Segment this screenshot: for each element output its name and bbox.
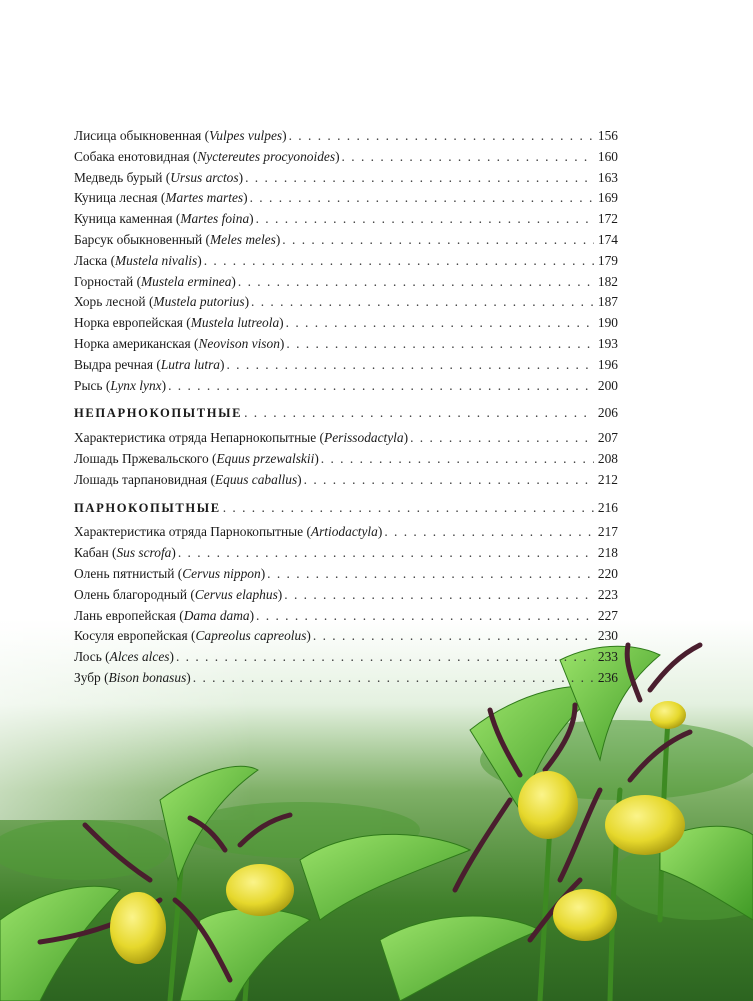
closing-parenthesis: ) <box>282 128 287 143</box>
toc-entry-title <box>74 209 254 230</box>
species-common-name: Медведь бурый ( <box>74 169 171 185</box>
species-common-name: Ласка ( <box>74 252 116 268</box>
species-latin-name: Dama dama <box>183 607 250 623</box>
toc-entry-title <box>74 543 176 564</box>
species-common-name: Куница лесная ( <box>74 190 166 206</box>
species-latin-name: Equus przewalskii <box>216 450 315 466</box>
section-heading[interactable] <box>74 403 618 424</box>
species-latin-name: Neovison vison <box>198 335 280 351</box>
page-number: 174 <box>597 231 618 247</box>
closing-parenthesis: ) <box>171 545 176 561</box>
toc-entry[interactable] <box>74 626 618 647</box>
toc-entry[interactable] <box>74 313 618 334</box>
page-number: 216 <box>597 499 618 515</box>
species-common-name: Кабан ( <box>74 545 117 561</box>
dot-leader <box>244 403 594 424</box>
closing-parenthesis: ) <box>244 294 250 310</box>
toc-entry[interactable] <box>74 543 618 564</box>
dot-leader <box>223 498 594 519</box>
species-latin-name: Sus scrofa <box>116 545 172 561</box>
section-title: НЕПАРНОКОПЫТНЫЕ <box>74 406 243 421</box>
closing-parenthesis: ) <box>403 430 409 446</box>
dot-leader <box>204 251 594 272</box>
page-number: 163 <box>597 169 618 185</box>
page-number: 190 <box>597 315 618 331</box>
species-common-name: Горностай ( <box>74 273 142 289</box>
dot-leader <box>256 606 594 627</box>
species-latin-name: Cervus elaphus <box>194 586 278 602</box>
closing-parenthesis: ) <box>377 524 383 540</box>
species-common-name: Косуля европейская ( <box>74 628 196 644</box>
species-common-name: Характеристика отряда Парнокопытные ( <box>74 524 311 540</box>
toc-entry-title <box>74 522 382 543</box>
toc-entry[interactable] <box>74 606 618 627</box>
toc-entry-title <box>74 168 243 189</box>
toc-entry-title <box>74 668 191 689</box>
dot-leader <box>193 668 594 689</box>
page-number: 182 <box>597 273 618 289</box>
dot-leader <box>245 168 594 189</box>
toc-entry-title <box>74 355 224 376</box>
species-common-name: Лошадь тарпановидная ( <box>74 471 215 487</box>
toc-entry[interactable] <box>74 230 618 251</box>
toc-entry[interactable] <box>74 428 618 449</box>
section-title: ПАРНОКОПЫТНЫЕ <box>74 500 221 515</box>
closing-parenthesis: ) <box>297 471 302 487</box>
page-number: 207 <box>597 430 618 446</box>
toc-entry-title <box>74 606 254 627</box>
species-common-name: Зубр ( <box>74 669 109 685</box>
closing-parenthesis: ) <box>275 231 281 247</box>
toc-entry-title <box>74 626 311 647</box>
toc-entry[interactable] <box>74 585 618 606</box>
species-latin-name: Lutra lutra <box>160 356 221 372</box>
dot-leader <box>286 334 594 355</box>
toc-entry-title <box>74 272 236 293</box>
dot-leader <box>342 147 594 168</box>
toc-entry-title <box>74 449 319 470</box>
toc-entry-title <box>74 188 248 209</box>
species-latin-name: Martes martes <box>165 190 244 206</box>
page-number: 206 <box>597 405 618 421</box>
closing-parenthesis: ) <box>279 335 285 351</box>
species-common-name: Лисица обыкновенная ( <box>74 128 210 143</box>
toc-entry[interactable] <box>74 126 618 147</box>
toc-entry[interactable] <box>74 355 618 376</box>
toc-entry[interactable] <box>74 449 618 470</box>
page-number: 227 <box>597 607 618 623</box>
page-number: 160 <box>597 148 618 164</box>
toc-entry-title <box>74 564 265 585</box>
species-common-name: Лань европейская ( <box>74 607 184 623</box>
dot-leader <box>286 313 594 334</box>
closing-parenthesis: ) <box>243 190 248 206</box>
dot-leader <box>384 522 594 543</box>
page-number: 169 <box>597 190 618 206</box>
page-number: 223 <box>597 586 618 602</box>
species-latin-name: Vulpes vulpes <box>209 128 283 143</box>
species-common-name: Характеристика отряда Непарнокопытные ( <box>74 430 325 446</box>
section-heading[interactable] <box>74 498 618 519</box>
closing-parenthesis: ) <box>277 586 283 602</box>
species-latin-name: Mustela lutreola <box>190 315 280 331</box>
closing-parenthesis: ) <box>249 211 254 227</box>
species-common-name: Собака енотовидная ( <box>74 148 198 164</box>
toc-entry-title <box>74 292 249 313</box>
page-number: 217 <box>597 524 618 540</box>
species-common-name: Хорь лесной ( <box>74 294 154 310</box>
page-number: 196 <box>597 356 618 372</box>
toc-entry[interactable] <box>74 209 618 230</box>
species-common-name: Лошадь Пржевальского ( <box>74 450 217 466</box>
dot-leader <box>304 470 594 491</box>
species-common-name: Рысь ( <box>74 377 111 393</box>
dot-leader <box>321 449 594 470</box>
closing-parenthesis: ) <box>161 377 167 393</box>
page-number: 236 <box>597 669 618 685</box>
page-number: 200 <box>597 377 618 393</box>
species-common-name: Норка американская ( <box>74 335 199 351</box>
page-number: 193 <box>597 335 618 351</box>
species-latin-name: Mustela erminea <box>141 273 232 289</box>
species-common-name: Выдра речная ( <box>74 356 161 372</box>
species-common-name: Олень пятнистый ( <box>74 565 183 581</box>
species-latin-name: Meles meles <box>210 231 276 247</box>
toc-entry[interactable] <box>74 147 618 168</box>
closing-parenthesis: ) <box>220 356 225 372</box>
page-number: 179 <box>597 252 618 268</box>
closing-parenthesis: ) <box>306 628 311 644</box>
species-latin-name: Alces alces <box>109 649 170 665</box>
dot-leader <box>250 188 594 209</box>
closing-parenthesis: ) <box>249 607 255 623</box>
toc-entry[interactable] <box>74 251 618 272</box>
toc-entry-title <box>74 126 287 147</box>
toc-entry[interactable] <box>74 376 618 397</box>
toc-entry[interactable] <box>74 334 618 355</box>
page-number: 220 <box>597 565 618 581</box>
page-number: 208 <box>597 450 618 466</box>
dot-leader <box>226 355 594 376</box>
closing-parenthesis: ) <box>231 273 236 289</box>
species-latin-name: Martes foina <box>180 211 250 227</box>
page-number: 187 <box>597 294 618 310</box>
closing-parenthesis: ) <box>335 148 340 164</box>
closing-parenthesis: ) <box>186 669 191 685</box>
species-common-name: Норка европейская ( <box>74 315 191 331</box>
dot-leader <box>251 292 594 313</box>
toc-entry-title <box>74 647 174 668</box>
species-common-name: Лось ( <box>74 649 110 665</box>
closing-parenthesis: ) <box>314 450 319 466</box>
species-common-name: Барсук обыкновенный ( <box>74 231 211 247</box>
toc-entry[interactable] <box>74 564 618 585</box>
page-number: 218 <box>597 545 618 561</box>
closing-parenthesis: ) <box>279 315 284 331</box>
dot-leader <box>284 585 594 606</box>
toc-entry[interactable] <box>74 168 618 189</box>
species-common-name: Куница каменная ( <box>74 211 181 227</box>
toc-entry-title <box>74 230 280 251</box>
species-latin-name: Nyctereutes procyonoides <box>197 148 336 164</box>
dot-leader <box>168 376 594 397</box>
page-number: 230 <box>597 628 618 644</box>
toc-entry[interactable] <box>74 647 618 668</box>
species-latin-name: Ursus arctos <box>170 169 239 185</box>
toc-entry-title <box>74 147 340 168</box>
species-latin-name: Capreolus capreolus <box>195 628 307 644</box>
dot-leader <box>267 564 594 585</box>
page-number: 212 <box>597 471 618 487</box>
toc-entry-title <box>74 313 284 334</box>
toc-entry-title <box>74 428 408 449</box>
toc-entry-title <box>74 470 302 491</box>
dot-leader <box>238 272 594 293</box>
species-common-name: Олень благородный ( <box>74 586 195 602</box>
toc-entry[interactable] <box>74 272 618 293</box>
toc-entry[interactable] <box>74 188 618 209</box>
species-latin-name: Mustela nivalis <box>115 252 198 268</box>
species-latin-name: Equus caballus <box>214 471 298 487</box>
species-latin-name: Lynx lynx <box>110 377 162 393</box>
dot-leader <box>178 543 594 564</box>
closing-parenthesis: ) <box>260 565 266 581</box>
closing-parenthesis: ) <box>169 649 174 665</box>
dot-leader <box>256 209 594 230</box>
dot-leader <box>176 647 594 668</box>
toc-entry[interactable] <box>74 668 618 689</box>
toc-entry[interactable] <box>74 292 618 313</box>
table-of-contents <box>74 126 618 689</box>
toc-entry[interactable] <box>74 522 618 543</box>
closing-parenthesis: ) <box>197 252 202 268</box>
species-latin-name: Perissodactyla <box>324 430 404 446</box>
page-number: 172 <box>597 211 618 227</box>
page-number: 233 <box>597 649 618 665</box>
dot-leader <box>282 230 594 251</box>
dot-leader <box>410 428 594 449</box>
species-latin-name: Cervus nippon <box>182 565 261 581</box>
page-number: 156 <box>597 128 618 143</box>
toc-entry-title <box>74 251 202 272</box>
species-latin-name: Mustela putorius <box>153 294 245 310</box>
dot-leader <box>313 626 594 647</box>
closing-parenthesis: ) <box>238 169 244 185</box>
toc-entry[interactable] <box>74 470 618 491</box>
toc-entry-title <box>74 376 166 397</box>
species-latin-name: Bison bonasus <box>108 669 187 685</box>
dot-leader <box>289 126 594 147</box>
species-latin-name: Artiodactyla <box>310 524 378 540</box>
toc-entry-title <box>74 334 284 355</box>
toc-entry-title <box>74 585 282 606</box>
